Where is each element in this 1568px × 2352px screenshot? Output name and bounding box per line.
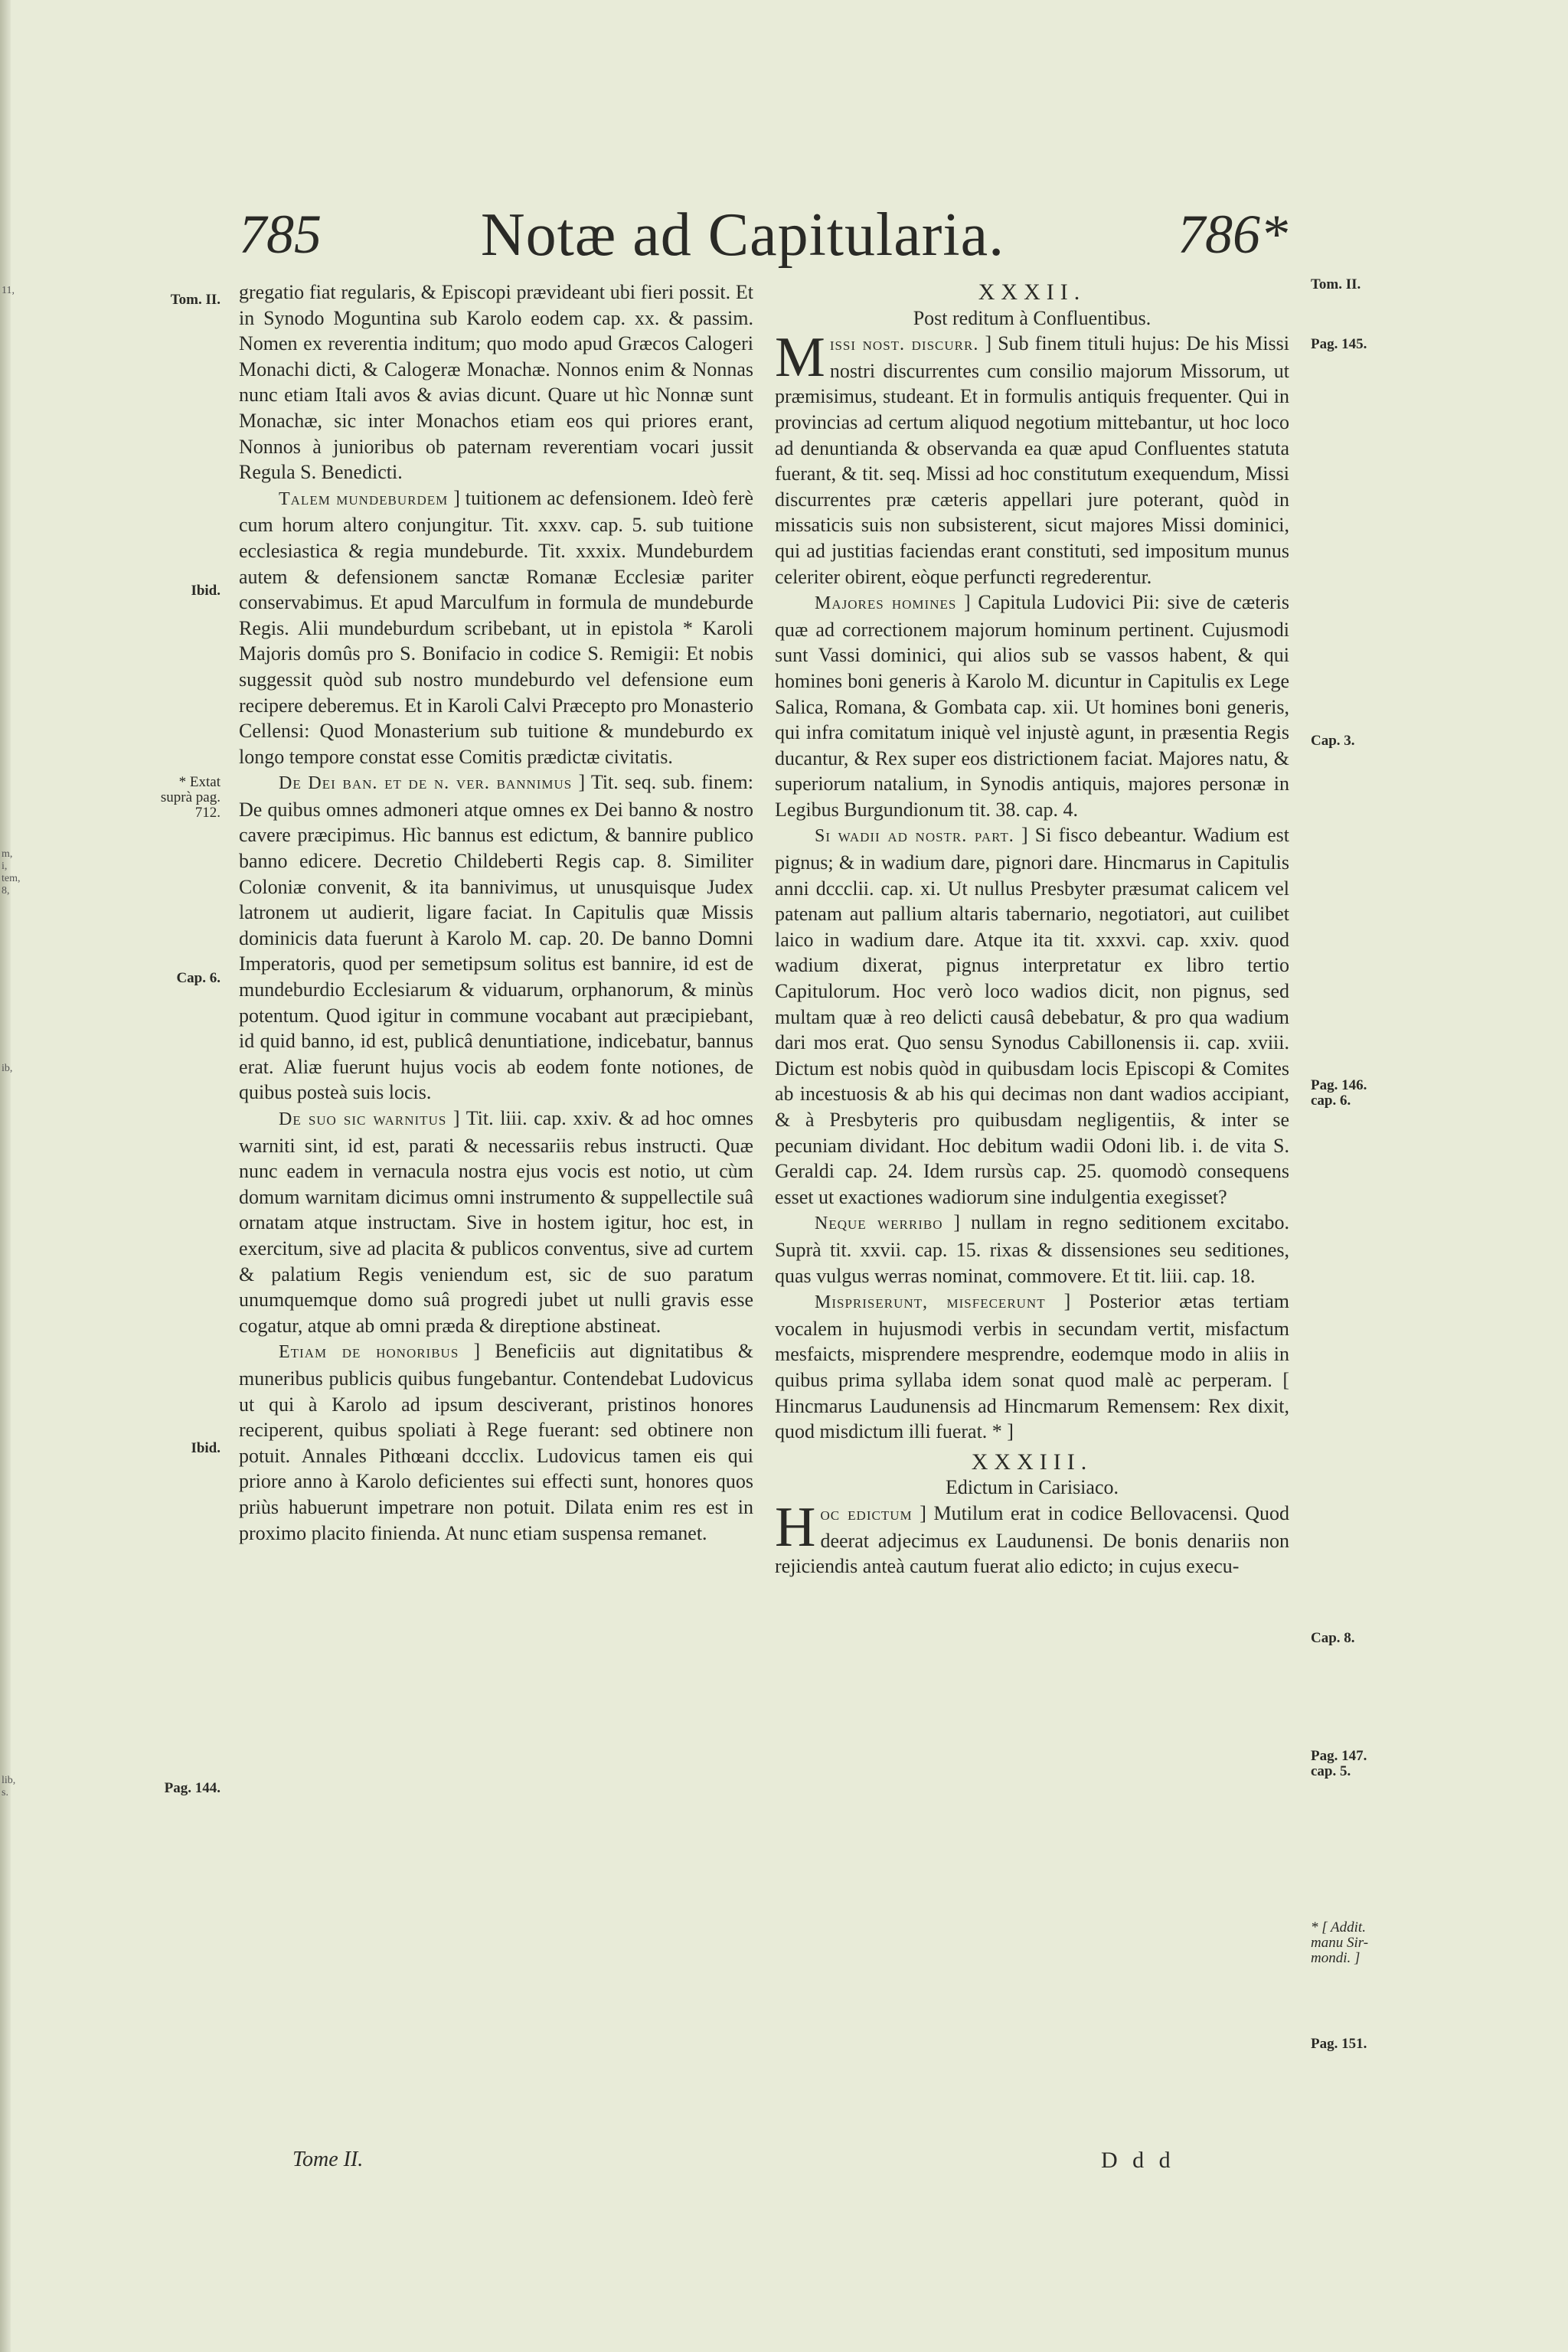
paragraph-text: ] nullam in regno seditionem excitabo. Suprà tit. xxvii. cap. 15. rixas & dissensiones seu seditiones, quas vulgus werras nominat, commovere. Et tit. liii. cap. 18.: [775, 1211, 1290, 1287]
margin-note: Ibid.: [191, 1440, 220, 1456]
lemma: Mispriserunt, misfecerunt: [815, 1292, 1046, 1313]
lemma: oc edictum: [820, 1504, 913, 1524]
paragraph-text: ] Sub finem tituli hujus: De his Missi nostri discurrentes cum consilio majorum Missorum, ut præmisimus, studeant. Et in formulis antiquis frequenter. Qui in provincias ad certum aliquod negotium mittebantur, ut hoc loco ad denuntianda & observanda ea quæ apud Confluentes statuta fuerant, & tit. seq. Missi ad hoc constitutum exequendum, Missi discurrentes præ cæteris appellari jure poterant, quòd in missaticis suis non subsisterent, sicut majores Missi dominici, qui ad justitias faciendas erant constituti, sed impositum munus celeriter obirent, eòque perfuncti regrederentur.: [775, 332, 1290, 588]
margin-note: Cap. 6.: [176, 970, 220, 986]
drop-cap: M: [775, 326, 825, 390]
left-column: [239, 279, 753, 1546]
section-number: XXXII.: [978, 279, 1086, 305]
bleed-through-text: m, i, tem, 8,: [2, 848, 21, 897]
paragraph: [239, 769, 753, 1106]
paragraph-text: ] Beneficiis aut dignitatibus & muneribus publicis quibus fungebantur. Contendebat Ludovicus ut qui à Karolo ad ipsum desciverant, pristinos honores reciperent, quibus spoliati à Rege fuerant: sed obtinere non potuit. Annales Pithœani dccclix. Ludovicus tamen eis qui priore anno à Karolo deficientes sui effecti sunt, honores quos priùs habuerunt impetrare non potuit. Dilata enim res est in proximo placito finienda. At nunc etiam suspensa remanet.: [239, 1340, 754, 1544]
page-number-left: 785: [239, 204, 322, 265]
right-column: [775, 279, 1289, 1579]
margin-note: Pag. 146. cap. 6.: [1311, 1077, 1367, 1109]
section-title: Post reditum à Confluentibus.: [913, 306, 1152, 329]
footer-tome: Tome II.: [292, 2148, 364, 2171]
paragraph: [775, 326, 1290, 590]
paragraph-text: ] Posterior ætas tertiam vocalem in hujusmodi verbis in secundam vertit, misfactum mesfaicts, misprendere mesprendre, eodemque modo in aliis in quibus prima syllaba idem sonat quod malè ac perperam. [ Hincmarus Laudunensis ad Hincmarum Remensem: Rex dixit, quod misdictum illi fuerat. * ]: [775, 1290, 1289, 1443]
margin-note: Ibid.: [191, 583, 220, 599]
bleed-through-text: ib,: [2, 1063, 13, 1074]
margin-note: * [ Addit. manu Sir-mondi. ]: [1311, 1919, 1369, 1966]
lemma: issi nost. discurr.: [829, 335, 979, 355]
paragraph: [239, 1106, 753, 1338]
paragraph: [775, 1495, 1289, 1579]
margin-note: Pag. 144.: [164, 1780, 220, 1796]
paragraph-text: ] Si fisco debeantur. Wadium est pignus; & in wadium dare, pignori dare. Hincmarus in Capitulis anni dccclii. cap. xi. Ut nullus Presbyter præsumat calicem vel patenam aut pallium altaris tabernario, negotiatori, aut cuilibet laico in wadium dare. Atque ita tit. xxxvi. cap. xxiv. quod wadium dixerat, pignus interpretatur ex libro tertio Capitulorum. Hoc verò loco wadios dicit, non pignus, sed multam quæ à reo delicti causâ debebatur, & pro qua wadium dari mos erat. Quo sensu Synodus Cabillonensis ii. cap. xviii. Dictum est nobis quòd in quibusdam locis Episcopi & Comites ab incestuosis & ab his qui decimas non dant wadios accipiant, & à Presbyteris pro quibusdam negligentiis, & inter se pecuniam dividant. Hoc debitum wadii Odoni lib. i. de vita S. Geraldi cap. 24. Idem rursùs cap. 25. quomodò consequens esset ut exactiones wadiorum sine indulgentia exegisset?: [775, 824, 1289, 1208]
margin-note: Pag. 147. cap. 5.: [1311, 1748, 1367, 1779]
signature-mark: D d d: [1101, 2148, 1175, 2173]
page-title: Notæ ad Capitularia.: [480, 201, 1005, 269]
lemma: Majores homines: [815, 593, 957, 614]
margin-note: Cap. 3.: [1311, 733, 1355, 749]
paragraph-text: ] Capitula Ludovici Pii: sive de cæteris quæ ad correctionem majorum hominum pertinent. Cujusmodi sunt Vassi dominici, qui alios sub se vassos habent, & qui homines boni generis à Karolo M. dicuntur in Capitulis ex Lege Salica, Romana, & Gombata cap. xii. Ut homines boni generis, qui infra comitatum iniquè vel injustè agunt, in præsentia Regis ducantur, & Rex super eos districtionem faciat. Majores natu, & superiorum natalium, in Synodis antiquis, majores personæ in Legibus Burgundionum tit. 38. cap. 4.: [775, 591, 1289, 821]
bleed-through-text: lib, s.: [2, 1775, 16, 1798]
lemma: Talem mundeburdem: [279, 488, 449, 509]
paragraph: [775, 1289, 1289, 1445]
margin-note: Cap. 8.: [1311, 1630, 1355, 1646]
paragraph-text: ] tuitionem ac defensionem. Ideò ferè cum horum altero conjungitur. Tit. xxxv. cap. 5. sub tuitione ecclesiastica & regia mundeburde. Tit. xxxix. Mundeburdem autem & defensionem sanctæ Romanæ Ecclesiæ pariter conservabimus. Et apud Marculfum in formula de mundeburde Regis. Alii mundeburdum scribebant, ut in epistola * Karoli Majoris domûs pro S. Bonifacio in codice S. Remigii: Et nobis suggessit quòd sub nostro mundeburdo vel defensione eum recipere deberemus. Et in Karoli Calvi Præcepto pro Monasterio Cellensi: Quod Monasterium sub tuitione & mundeburdo ex longo tempore constat esse Comitis prædictæ civitatis.: [239, 486, 753, 768]
lemma: Etiam de honoribus: [279, 1342, 459, 1363]
section-number: XXXIII.: [971, 1449, 1093, 1475]
paragraph: gregatio fiat regularis, & Episcopi prævideant ubi fieri possit. Et in Synodo Moguntina sub Karolo eodem cap. xx. & passim. Nomen ex reverentia inditum; quo modo apud Græcos Calogeri Monachi dicti, & Calogeræ Monachæ. Nonnos enim & Nonnas nunc etiam Itali avos & avias dicunt. Quare ut hìc Nonnæ sunt Monachæ, sic inter Monachos etiam eos qui priores erant, Nonnos à junioribus ob paternam reverentiam vocari jussit Regula S. Benedicti.: [239, 281, 753, 484]
margin-note: Tom. II.: [1311, 276, 1361, 292]
lemma: De suo sic warnitus: [279, 1109, 447, 1129]
paragraph-text: ] Tit. liii. cap. xxiv. & ad hoc omnes warniti sint, id est, parati & necessariis rebus instructi. Quæ nunc eadem in vernacula nostra ejus vocis est notio, ut cùm domum warnitam dicimus omni instrumento & suppellectile suâ ornatam atque instructam. Sive in hostem igitur, hoc est, in exercitum, sive ad placita & publicos conventus, sive ad curtem & palatium Regis veniendum est, sic de suo paratum unumquemque domo suâ progredi jubet ut nulli gravis esse cogatur, atque ab omni præda & direptione abstineat.: [239, 1107, 754, 1337]
margin-note: Pag. 145.: [1311, 336, 1367, 352]
margin-note: Tom. II.: [170, 292, 220, 308]
margin-note: Pag. 151.: [1311, 2036, 1367, 2052]
paragraph: [239, 1338, 753, 1546]
paragraph-text: ] Mutilum erat in codice Bellovacensi. Quod deerat adjecimus ex Laudunensi. De bonis denariis non rejiciendis anteà cautum fuerat alio edicto; in cujus execu-: [775, 1501, 1289, 1578]
bleed-through-text: 11,: [2, 285, 15, 296]
lemma: De Dei ban. et de n. ver. bannimus: [279, 773, 573, 794]
paragraph: [775, 822, 1289, 1210]
paragraph: [775, 1210, 1289, 1289]
margin-note: * Extat suprà pag. 712.: [160, 774, 220, 821]
lemma: Neque werribo: [815, 1214, 943, 1234]
page-number-right: 786*: [1178, 204, 1288, 265]
section-title: Edictum in Carisiaco.: [945, 1476, 1119, 1499]
lemma: Si wadii ad nostr. part.: [815, 826, 1014, 847]
paragraph: [775, 590, 1289, 822]
drop-cap: H: [775, 1495, 816, 1559]
paragraph: [239, 485, 753, 770]
paragraph-text: ] Tit. seq. sub. finem: De quibus omnes admoneri atque omnes ex Dei banno & nostro cavere præcipimus. Hìc bannus est edictum, & bannire publico banno edicere. Decretio Childeberti Regis cap. 8. Similiter Coloniæ convenit, & ita bannivimus, ut unusquisque Judex latronem ut audierit, ligare faciat. In Capitulis quæ Missis dominicis data fuerunt à Karolo M. cap. 20. De banno Domni Imperatoris, quod per semetipsum solitus est bannire, id est de mundeburdio Ecclesiarum & viduarum, orphanorum, & minùs potentum. Quod igitur in commune vocabant aut præcipiebant, id quid banno, id est, publicâ denuntiatione, indicebatur, bannus erat. Aliæ fuerunt hujus vocis ab eodem fonte notiones, de quibus posteà suis locis.: [239, 771, 754, 1104]
